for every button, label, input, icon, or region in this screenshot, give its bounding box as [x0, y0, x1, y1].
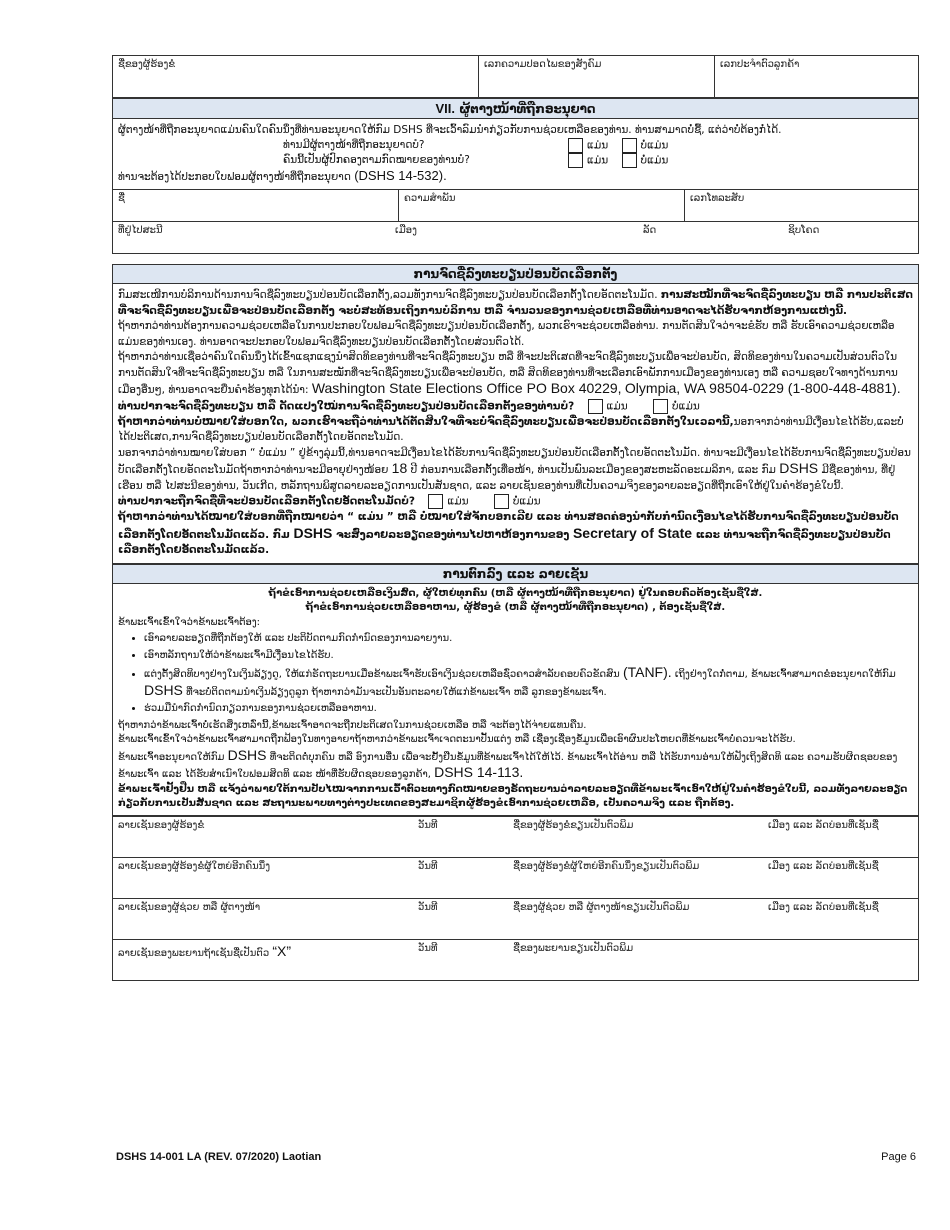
register-yes-checkbox[interactable] [588, 399, 603, 414]
rep-name-field[interactable] [113, 190, 399, 222]
auto-no-label: ບໍ່ແມ່ນ [512, 495, 541, 508]
rights-form-code: DSHS 14-113. [434, 764, 524, 780]
ssn-field[interactable] [479, 56, 715, 98]
signature-table [112, 816, 919, 981]
voter-dshs: DSHS [779, 460, 819, 476]
ssn-label: ເລກຄວາມປອດໄພຂອງສັງຄົມ [484, 59, 602, 70]
signature-assistant-print[interactable] [508, 898, 763, 939]
agreement-item-3-dshs: DSHS [144, 681, 183, 698]
voter-question-2: ທ່ານປາກຈະຖືກຈົດຊື່ທີ່ຈະປ່ອນບັດເລືອກຕັ້ງໂດຍອັດຕະໂນມັດບໍ? [118, 495, 415, 508]
elections-office-addr1: Washington State Elections Office PO Box 40229, [311, 380, 622, 396]
date-label: ວັນທີ [418, 942, 438, 954]
rep-phone-label: ເລກໂທລະສັບ [690, 193, 745, 204]
signature-other-adult-date[interactable] [413, 857, 508, 898]
signature-assistant-date[interactable] [413, 898, 508, 939]
section7-title [113, 99, 919, 119]
place-label: ເມືອງ ແລະ ລັດບ່ອນທີ່ເຊັນຊື່ [768, 819, 879, 831]
client-id-field[interactable] [715, 56, 919, 98]
place-label: ເມືອງ ແລະ ລັດບ່ອນທີ່ເຊັນຊື່ [768, 901, 879, 913]
agreement-p2: ຂ້າພະເຈົ້າເຂົ້າໃຈວ່າຂ້າພະເຈົ້າສາມາດຖືກຟ້ອງໃນທາງອາຍາຖ້າຫາກວ່າຂ້າພະເຈົ້າເຈດຕະນາປັ້ນແຕ່ງ ຫລື ເຊື່ອງເຊື່ອງຂໍ້ມູນເພື່ອເອົາຜົນປະໂຫຍດທີ່ຂ້າພະເຈົ້າບໍ່ຄວນຈະໄດ້ຮັບ. [118, 734, 796, 745]
rep-phone-field[interactable] [685, 190, 919, 222]
rep-form-note: ທ່ານຈະຕ້ອງໄດ້ປະກອບໃບຟອມຜູ້ຕາງໜ້າທີ່ຖືກອະນຸຍາດ [118, 171, 351, 183]
register-no-checkbox[interactable] [653, 399, 668, 414]
section7-intro: ຜູ້ຕາງໜ້າທີ່ຖືກອະນຸຍາດແມ່ນຄົນໃດຄົນນຶ່ງທີ່ທ່ານອະນຸຍາດໃຫ້ກົມ DSHS ທີ່ຈະເວົ້າລົມນຳກ່ຽວກັບການຊ່ວຍເຫລືອຂອງທ່ານ. ທ່ານສາມາດບໍ່ຊື້, ແຕ່ວ່າບໍ່ຕ້ອງກໍ່ໄດ້. [118, 124, 782, 136]
section7-heading: ຜູ້ຕາງໜ້າທີ່ຖືກອະນຸຍາດ [459, 102, 596, 116]
voter-p6c: ແລະ ທ່ານຈະຖືກຈົດຊື່ລົງທະບຽນປ່ອນບັດເລືອກຕັ້ງໂດຍອັດຕະໂນມັດແລ້ວ. [118, 528, 891, 556]
voter-p6-dshs: DSHS [293, 524, 333, 541]
rep-relationship-field[interactable] [399, 190, 685, 222]
header-table [112, 55, 919, 98]
voter-p4-bold: ຖ້າຫາກວ່າທ່ານບໍ່ໝາຍໃສ່ບອກໃດ, ພວກເຮົາຈະຖືວ່າທ່ານໄດ້ຕັດສິນໃຈທີ່ຈະບໍ່ຈົດຊື່ລົງທະບຽນເພື່ອຈະປ່ອນບັດເລືອກຕັ້ງໃນເວລານີ້, [118, 415, 734, 428]
agreement-p4: ຂ້າພະເຈົ້າຢັ້ງຢືນ ຫລື ແຈ້ງວ່າພາຍໃຕ້ການປັບໄໝຈາກການເວົ້າຕົວະທາງກົດໝາຍຂອງຣັດຖະບານວ່າລາຍລະອຽດທີ່ຂ້າພະເຈົ້າເອົາໃຫ້ຢູ່ໃນຄຳຮ້ອງຂໍໃບນີ້, ລວມທັງລາຍລະອຽດກ່ຽວກັບການເປັນສັນຊາດ ແລະ ສະຖານະພາບທາງຕ່າງປະເທດຂອງສະມາຊິກຜູ້ຮ້ອງຂໍເອົາການຊ່ວຍເຫລືອ, ເປັນຄວາມຈິງ ແລະ ຖືກຕ້ອງ. [118, 783, 908, 809]
sig-label: ລາຍເຊັນຂອງຜູ້ຊ່ວຍ ຫລື ຜູ້ຕາງໜ້າ [118, 901, 261, 913]
voter-title: ການຈົດຊື່ລົງທະບຽນປ່ອນບັດເລືອກຕັ້ງ [113, 265, 919, 284]
agreement-lead: ຂ້າພະເຈົ້າເຂົ້າໃຈວ່າຂ້າພະເຈົ້າຕ້ອງ: [118, 616, 261, 628]
agreement-item-3c: ທີ່ຈະບໍ່ຕິດຕາມນຳເງິນລ້ຽງດູລູກ ຖ້າຫາກວ່າມັນຈະເປັນອັນຕະລາຍໃຫ້ແກ່ຂ້າພະເຈົ້າ ຫລື ລູກຂອງຂ້າພະເຈົ້າ. [186, 686, 607, 698]
section7-number: VII. [435, 101, 456, 116]
rep-relationship-label: ຄວາມສຳພັນ [404, 193, 456, 204]
guardian-yes-checkbox[interactable] [568, 153, 583, 168]
sig-x-mark: “X” [272, 942, 291, 959]
voter-table [112, 264, 919, 564]
rep-address-label: ທີ່ຢູ່ໄປສະນີ [118, 225, 163, 236]
agreement-p3b: ທີ່ຈະຕິດຕໍ່ບຸກຄົນ ຫລື ອົງການອື່ນ ເພື່ອຈະຢັ້ງຢືນຂໍ້ມູນທີ່ຂ້າພະເຈົ້າໄດ້ໃຫ້ໄວ້. ຂ້າພະເຈົ້າໄດ້ອ່ານ ຫລື ໄດ້ຮັບການອ່ານໃຫ້ຟັງເຖິງສິດທິ ແລະ ຄວາມຮັບຜິດຊອບຂອງຂ້າພະເຈົ້າ ແລະ ໄດ້ຮັບສຳເນົາໃບຟອມສິດທິ ແລະ ໜ້າທີ່ຮັບຜິດຊອບຂອງລູກຄ້າ, [118, 751, 898, 780]
agreement-p3: ຂ້າພະເຈົ້າອະນຸຍາດໃຫ້ກົມ [118, 751, 225, 763]
voter-p6: ຖ້າຫາກວ່າທ່ານໄດ້ໝາຍໃສ່ບອກທີ່ຖືກໝາຍວ່າ “ ແມ່ນ ” ຫລື ບໍ່ໝາຍໃສ່ຈັກບອກເລີຍ ແລະ ທ່ານສອດຄ່ອງນຳກັບກຳນົດເງື່ອນໄຂໄດ້ຮັບການຈົດຊື່ລົງທະບຽນປ່ອນບັດເລືອກຕັ້ງໂດຍອັດຕະໂນມັດແລ້ວ. ກົມ [118, 511, 899, 541]
section7-table [112, 98, 919, 254]
signature-assistant[interactable] [113, 898, 414, 939]
sig-label: ລາຍເຊັນຂອງຜູ້ຮ້ອງຂໍຜູ້ໃຫຍ່ອີກຄົນນຶ່ງ [118, 860, 271, 872]
signature-other-adult[interactable] [113, 857, 414, 898]
sig-label: ລາຍເຊັນຂອງພະຍານຖ້າເຊັນຊື່ເປັນຕົວ [118, 947, 270, 959]
rep-form-code: (DSHS 14-532). [354, 168, 447, 183]
voter-p5d: ມີຊື່ຂອງທ່ານ, ທີ່ຢູ່ເຮືອນ ຫລື ໄປສະນີຂອງທ່ານ, ວັນເກີດ, ຫລັກຖານພິສູດລາຍລະອຽດການເປັນສັນຊາດ, ແລະ ລາຍເຊັນຂອງທ່ານທີ່ເປັນຄວາມຈິງຂອງລາຍລະອຽດທີ່ຖືກເອົາໃຫ້ຢູ່ໃນຄຳຮ້ອງຂໍໃບນີ້. [118, 464, 896, 492]
signature-applicant[interactable] [113, 816, 414, 857]
auto-yes-checkbox[interactable] [428, 494, 443, 509]
signature-other-adult-print[interactable] [508, 857, 763, 898]
auth-rep-yes-checkbox[interactable] [568, 138, 583, 153]
client-name-field[interactable] [113, 56, 479, 98]
sig-label: ລາຍເຊັນຂອງຜູ້ຮ້ອງຂໍ [118, 819, 205, 831]
place-label: ເມືອງ ແລະ ລັດບ່ອນທີ່ເຊັນຊື່ [768, 860, 879, 872]
voter-p5: ນອກຈາກວ່າທ່ານໝາຍໃສ່ບອກ “ ບໍ່ແມ່ນ ” ຢູ່ຂ້າງລຸ່ມນີ້,ທ່ານອາດຈະມີເງື່ອນໄຂໄດ້ຮັບການຈົດຊື່ລົງທະບຽນປ່ອນບັດເລືອກຕັ້ງໂດຍອັດຕະໂນມັດ. ທ່ານຈະມີເງື່ອນໄຂໄດ້ຮັບການຈົດຊື່ລົງທະບຽນປ່ອນບັດເລືອກຕັ້ງໂດຍອັດຕະໂນມັດຖ້າຫາກວ່າທ່ານຈະມີອາຍຸຢ່າງໜ້ອຍ [118, 446, 911, 476]
guardian-no-checkbox[interactable] [622, 153, 637, 168]
rep-city-label: ເມືອງ [395, 225, 417, 236]
date-label: ວັນທີ [418, 860, 438, 872]
signature-applicant-print[interactable] [508, 816, 763, 857]
guardian-question: ຄົນນີ້ເປັນຜູ້ປົກຄອງຕາມກົດໝາຍຂອງທ່ານບໍ? [283, 154, 470, 166]
rep-state-label: ລັດ [643, 225, 657, 236]
client-name-label: ຊື່ຂອງຜູ້ຮ້ອງຂໍ [118, 59, 176, 70]
signature-witness-print[interactable] [508, 939, 919, 980]
rep-zip-label: ຊິບໂຄດ [788, 225, 820, 236]
agreement-list [118, 632, 913, 717]
auth-rep-question: ທ່ານມີຜູ້ຕາງໜ້າທີ່ຖືກອະນຸຍາດບໍ? [283, 139, 425, 151]
agreement-item-4: • ຮ່ວມມືນຳກົດກຳນົດກຽວການຂອງການຊ່ວຍເຫລືອອາຫານ. [144, 702, 913, 717]
rep-name-label: ຊື່ [118, 193, 125, 204]
agreement-title: ການຕົກລົງ ແລະ ລາຍເຊັນ [113, 564, 919, 583]
form-page [112, 55, 919, 981]
agreement-item-3 [144, 665, 913, 700]
guardian-yes-label: ແມ່ນ [587, 154, 609, 167]
signature-other-adult-place[interactable] [763, 857, 919, 898]
voter-p1-bold: ການສະໝັກທີ່ຈະຈົດຊື່ລົງທະບຽນ ຫລື ການປະຕິເສດທີ່ຈະຈົດຊື່ລົງທະບຽນເພື່ອຈະປ່ອນບັດເລືອກຕັ້ງ ຈະບໍ່ສະທ້ອນເຖິງການບໍລິການ ຫລື ຈຳນວນຂອງການຊ່ວຍເຫລືອທີ່ທ່ານອາດຈະໄດ້ຮັບຈາກຫ້ອງການແຫ່ງນີ້. [118, 289, 913, 317]
rep-address-field[interactable] [113, 222, 919, 254]
voter-age: 18 [391, 460, 408, 476]
date-label: ວັນທີ [418, 901, 438, 913]
agreement-item-3-text: ແຕ່ງຕັ້ງສິດທິບາງຢ່າງໃນເງິນລ້ຽງດູ, ໃຫ້ແກ່ຣັດຖະບານເມື່ອຂ້າພະເຈົ້າຮັບເອົາເງິນຊ່ວຍເຫລືອຊົ່ວຄາວສຳລັບຄອບຄົວຂັດສົນ [144, 669, 620, 680]
voter-p3: ຖ້າຫາກວ່າທ່ານເຊື່ອວ່າຄົນໃດຄົນນຶ່ງໄດ້ເຂົ້າແຊກແຊງນຳສິດທິຂອງທ່ານທີ່ຈະຈົດຊື່ລົງທະບຽນ ຫລື ທີ່ຈະປະຕິເສດທີ່ຈະຈົດຊື່ລົງທະບຽນເພື່ອຈະປ່ອນບັດ, ສິດທິຂອງທ່ານໃນຄວາມເປັນສ່ວນຕົວໃນການຕັດສິນໃຈທີ່ຈະຈົດຊື່ລົງທະບຽນ ຫລື ໃນການສະໝັກທີ່ຈະຈົດຊື່ລົງທະບຽນເພື່ອຈະປ່ອນບັດ, ຫລື ສິດທິຂອງທ່ານທີ່ຈະເລືອກເອົາພັກການເມືອງຂອງທ່ານເອງ ຫລື ຄວາມຊອບໃຈທາງດ້ານການເມືອງອື່ນໆ, ທ່ານອາດຈະຍື່ນຄຳຮ້ອງທຸກໄດ້ນຳ: [118, 351, 898, 396]
agreement-item-1: • ເອົາລາຍລະອຽດທີ່ຖືກຕ້ອງໃຫ້ ແລະ ປະຕິບັດຕາມກົດກຳນົດຂອງການລາຍງານ. [144, 632, 913, 647]
agreement-item-2: • ເອົາຫລັກຖານໃຫ້ວ່າຂ້າພະເຈົ້າມີເງື່ອນໄຂໄດ້ຮັບ. [144, 649, 913, 664]
auth-rep-no-label: ບໍ່ແມ່ນ [640, 139, 669, 152]
date-label: ວັນທີ [418, 819, 438, 831]
page-number: Page 6 [881, 1151, 916, 1163]
voter-p4: ນອກຈາກວ່າທ່ານມີເງື່ອນໄຂໄດ້ຮັບ,ແລະບໍ່ໄດ້ປະຕິເສດ,ການຈົດຊື່ລົງທະບຽນປ່ອນບັດເລືອກຕັ້ງໂດຍອັດຕະໂນມັດ. [118, 415, 904, 443]
print-label: ຊື່ຂອງຜູ້ຮ້ອງຂໍຂຽນເປັນຕົວພິມ [513, 819, 634, 831]
print-label: ຊື່ຂອງຜູ້ຊ່ວຍ ຫລື ຜູ້ຕາງໜ້າຂຽນເປັນຕົວພິມ [513, 901, 690, 913]
agreement-p3-dshs: DSHS [227, 746, 267, 763]
form-number: DSHS 14-001 LA (REV. 07/2020) Laotian [116, 1151, 322, 1163]
agreement-p1: ຖ້າຫາກວ່າຂ້າພະເຈົ້າບໍ່ເຮັດສິ່ງເຫລົ່ານີ້,ຂ້າພະເຈົ້າອາດຈະຖືກປະຕິເສດໃນການຊ່ວຍເຫລືອ ຫລື ຈະຕ້ອງໄດ້ຈ່າຍແທນຄືນ. [118, 719, 587, 731]
agreement-food-note: ຖ້າຂໍເອົາການຊ່ວຍເຫລືອອາຫານ, ຜູ້ຮ້ອງຂໍ (ຫລື ຜູ້ຕາງໜ້າທີ່ຖືກອະນຸຍາດ) , ຕ້ອງເຊັນຊື່ໃສ່. [305, 602, 726, 613]
secretary-of-state: Secretary of State [572, 524, 693, 541]
auth-rep-no-checkbox[interactable] [622, 138, 637, 153]
auth-rep-yes-label: ແມ່ນ [587, 139, 609, 152]
agreement-cash-note: ຖ້າຂໍເອົາການຊ່ວຍເຫລືອເງິນສົດ, ຜູ້ໃຫຍ່ທຸກຄົນ (ຫລື ຜູ້ຕາງໜ້າທີ່ຖືກອະນຸຍາດ) ຢູ່ໃນຄອບຄົວຕ້ອງເຊັນຊື່ໃສ່. [268, 587, 763, 599]
voter-p2: ຖ້າຫາກວ່າທ່ານຕ້ອງການຄວາມຊ່ວຍເຫລືອໃນການປະກອບໃບຟອມຈົດຊື່ລົງທະບຽນປ່ອນບັດເລືອກຕັ້ງ, ພວກເຮົາຈະຊ່ວຍເຫລືອທ່ານ. ການຕັດສິນໃຈວ່າຈະຂໍຮັບ ຫລື ຮັບເອົາຄວາມຊ່ວຍເຫລືອແມ່ນຂອງທ່ານເອງ. ທ່ານອາດຈະປະກອບໃບຟອມຈົດຊື່ລົງທະບຽນປ່ອນບັດເລືອກຕັ້ງໂດຍສ່ວນຕົວໄດ້. [118, 320, 895, 348]
signature-assistant-place[interactable] [763, 898, 919, 939]
elections-office-addr2: Olympia, WA 98504-0229 (1-800-448-4881). [624, 380, 901, 396]
register-no-label: ບໍ່ແມ່ນ [672, 400, 700, 412]
client-id-label: ເລກປະຈຳຕົວລູກຄ້າ [720, 59, 800, 70]
signature-applicant-date[interactable] [413, 816, 508, 857]
tanf-label: (TANF). [622, 664, 672, 680]
agreement-item-3b: ເຖິງຢ່າງໃດກໍ່ຕາມ, ຂ້າພະເຈົ້າສາມາດຂໍອະນຸຍາດໃຫ້ກົມ [674, 669, 896, 680]
voter-p1: ກົມສະເໜີການບໍລິການດ້ານການຈົດຊື່ລົງທະບຽນປ່ອນບັດເລືອກຕັ້ງ,ລວມທັງການຈົດຊື່ລົງທະບຽນປ່ອນບັດເລືອກຕັ້ງໂດຍອັດຕະໂນມັດ. [118, 289, 658, 301]
print-label: ຊື່ຂອງພະຍານຂຽນເປັນຕົວພິມ [513, 942, 634, 954]
agreement-table [112, 564, 919, 816]
voter-p6b: ຈະສົ່ງລາຍລະອຽດຂອງທ່ານໄປຫາຫ້ອງການຂອງ [336, 528, 570, 541]
print-label: ຊື່ຂອງຜູ້ຮ້ອງຂໍຜູ້ໃຫຍ່ອີກຄົນນຶ່ງຂຽນເປັນຕົວພິມ [513, 860, 700, 872]
voter-p5c: ປີ ກ່ອນການເລືອກຕັ້ງເທື່ອໜ້າ, ທ່ານເປັນພົນລະເມືອງຂອງສະຫະລັດອະເມລິກາ, ແລະ ກົມ [410, 464, 776, 476]
register-yes-label: ແມ່ນ [606, 400, 628, 412]
auto-yes-label: ແມ່ນ [447, 495, 469, 508]
guardian-no-label: ບໍ່ແມ່ນ [640, 154, 669, 167]
signature-witness[interactable] [113, 939, 414, 980]
voter-question-1: ທ່ານປາກຈະຈົດຊື່ລົງທະບຽນ ຫລື ດັດແປງໃໝ່ການຈົດຊື່ລົງທະບຽນປ່ອນບັດເລືອກຕັ້ງຂອງທ່ານບໍ? [118, 400, 575, 412]
signature-witness-date[interactable] [413, 939, 508, 980]
signature-applicant-place[interactable] [763, 816, 919, 857]
auto-no-checkbox[interactable] [494, 494, 509, 509]
